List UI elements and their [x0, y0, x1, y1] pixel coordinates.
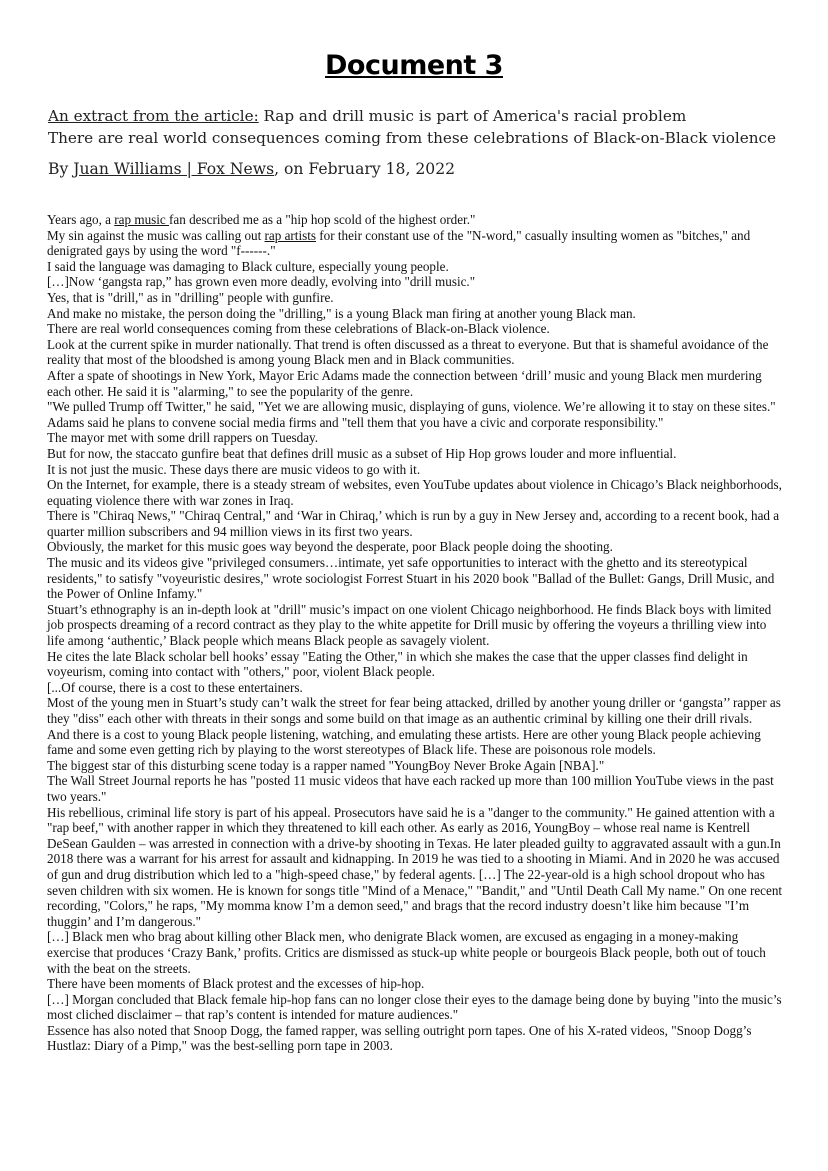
article-header: [48, 105, 808, 180]
paragraph: "We pulled Trump off Twitter," he said, "Yet we are allowing music, displaying of guns, violence. We’re allowing it to stay on these sites." Adams said he plans to convene social media firms and "tell them that you have a civic and corporate responsibility.": [47, 399, 776, 430]
rap-artists-link[interactable]: rap artists: [264, 227, 316, 243]
paragraph-text: fan described me as a "hip hop scold of the highest order.": [169, 212, 476, 227]
paragraph-text: Years ago, a: [47, 212, 115, 227]
paragraph: Look at the current spike in murder nationally. That trend is often discussed as a threat to everyone. But that is shameful avoidance of the reality that most of the bloodshed is among young Black men and in Black communities.: [47, 336, 769, 368]
article-headline: [48, 105, 808, 127]
paragraph: Yes, that is "drill," as in "drilling" people with gunfire.: [47, 289, 334, 305]
byline-date: , on February 18, 2022: [274, 160, 456, 178]
paragraph: […]Now ‘gangsta rap,” has grown even more deadly, evolving into "drill music.": [47, 274, 476, 290]
paragraph: [47, 228, 783, 259]
paragraph: After a spate of shootings in New York, Mayor Eric Adams made the connection between ‘drill’ music and young Black men murdering each other. He said it is "alarming," to see the popularity of the genre.: [47, 367, 762, 399]
byline: [48, 158, 808, 180]
article-body: [47, 212, 783, 1054]
article-subheadline: There are real world consequences coming from these celebrations of Black-on-Black violence: [48, 129, 776, 147]
paragraph: There are real world consequences coming from these celebrations of Black-on-Black violence.: [47, 321, 550, 337]
paragraph: He cites the late Black scholar bell hooks’ essay "Eating the Other," in which she makes the case that the upper classes find delight in voyeurism, coming into contact with "others," poor, violent Black people.: [47, 648, 748, 680]
paragraph: The music and its videos give "privileged consumers…intimate, yet safe opportunities to interact with the ghetto and its stereotypical residents," to satisfy "voyeuristic desires," wrote sociologist Forrest Stuart in his 2020 book "Ballad of the Bullet: Gangs, Drill Music, and the Power of Online Infamy.": [47, 555, 775, 602]
paragraph: […] Black men who brag about killing other Black men, who denigrate Black women, are excused as engaging in a money-making exercise that produces ‘Crazy Bank,’ profits. Critics are dismissed as stuck-up white people or bourgeois Black people, both out of touch with the beat on the streets.: [47, 929, 766, 976]
paragraph: Essence has also noted that Snoop Dogg, the famed rapper, was selling outright porn tapes. One of his X-rated videos, "Snoop Dogg’s Hustlaz: Diary of a Pimp," was the best-selling porn tape in 2003.: [47, 1022, 752, 1054]
paragraph: On the Internet, for example, there is a steady stream of websites, even YouTube updates about violence in Chicago’s Black neighborhoods, equating violence there with war zones in Iraq.: [47, 477, 782, 508]
paragraph: The mayor met with some drill rappers on Tuesday.: [47, 430, 319, 446]
paragraph: There have been moments of Black protest and the excesses of hip-hop.: [47, 976, 425, 992]
paragraph-text: My sin against the music was calling out: [47, 227, 265, 243]
paragraph: […] Morgan concluded that Black female hip-hop fans can no longer close their eyes to the damage being done by buying "into the music’s most cliched disclaimer – that rap’s content is intended for mature audiences.": [47, 991, 782, 1023]
paragraph: There is "Chiraq News," "Chiraq Central," and ‘War in Chiraq,’ which is run by a guy in New Jersey and, according to a recent book, had a quarter million subscribers and 94 million views in its first two years.: [47, 508, 780, 539]
paragraph: [47, 212, 783, 228]
headline-text: Rap and drill music is part of America's racial problem: [258, 107, 687, 125]
paragraph: And there is a cost to young Black people listening, watching, and emulating these artists. Here are other young Black people achieving fame and some even getting rich by playing to the worst stereotypes of Black life. These are poisonous role models.: [47, 726, 761, 758]
paragraph: I said the language was damaging to Black culture, especially young people.: [47, 258, 449, 274]
paragraph: The Wall Street Journal reports he has "posted 11 music videos that have each racked up more than 100 million YouTube views in the past two years.": [47, 773, 774, 804]
paragraph: Most of the young men in Stuart’s study can’t walk the street for fear being attacked, drilled by another young driller or ‘gangsta’’ rapper as they "diss" each other with threats in their songs and some build on that image as an authentic criminal by killing one their drill rivals.: [47, 695, 781, 726]
paragraph: Stuart’s ethnography is an in-depth look at "drill" music’s impact on one violent Chicago neighborhood. He finds Black boys with limited job prospects dreaming of a record contract as they play to the white appetite for Drill music by offering the voyeurs a thrilling view into life among ‘authentic,’ Black people which means Black people as savagely violent.: [47, 601, 772, 649]
paragraph: But for now, the staccato gunfire beat that defines drill music as a subset of Hip Hop grows louder and more influential.: [47, 445, 677, 461]
extract-label: An extract from the article:: [48, 107, 259, 125]
byline-prefix: By: [48, 160, 74, 178]
paragraph: The biggest star of this disturbing scene today is a rapper named "YoungBoy Never Broke Again [NBA].": [47, 757, 605, 773]
paragraph-text: for their constant use of the "N-word," casually insulting women as "bitches," and denigrated gays by using the word "f------.": [47, 227, 751, 259]
paragraph: It is not just the music. These days there are music videos to go with it.: [47, 461, 421, 477]
paragraph: [...Of course, there is a cost to these entertainers.: [47, 679, 303, 695]
page-title: Document 3: [325, 50, 503, 81]
paragraph: And make no mistake, the person doing the "drilling," is a young Black man firing at another young Black man.: [47, 305, 636, 321]
paragraph: Obviously, the market for this music goes way beyond the desperate, poor Black people doing the shooting.: [47, 539, 613, 555]
rap-music-link[interactable]: rap music: [114, 212, 170, 227]
paragraph: His rebellious, criminal life story is part of his appeal. Prosecutors have said he is a "danger to the community." He gained attention with a "rap beef," with another rapper in which they threatened to kill each other. As early as 2016, YoungBoy – whose real name is Kentrell DeSean Gaulden – was arrested in connection with a drive-by shooting in Texas. He later pleaded guilty to aggravated assault with a gun.In 2018 there was a warrant for his arrest for assault and kidnapping. In 2019 he was tied to a shooting in Miami. And in 2020 he was accused of gun and drug distribution which led to a "high-speed chase," by federal agents. […] The 22-year-old is a high school dropout who has seven children with six women. He is known for songs title "Mind of a Menace," "Bandit," and "Until Death Call My name." On one recent recording, "Colors," he raps, "My momma know I’m a demon seed," and brags that the record industry doesn’t like him because "I’m thuggin’ and I’m dangerous.": [47, 804, 783, 929]
byline-author: Juan Williams | Fox News: [73, 160, 275, 178]
